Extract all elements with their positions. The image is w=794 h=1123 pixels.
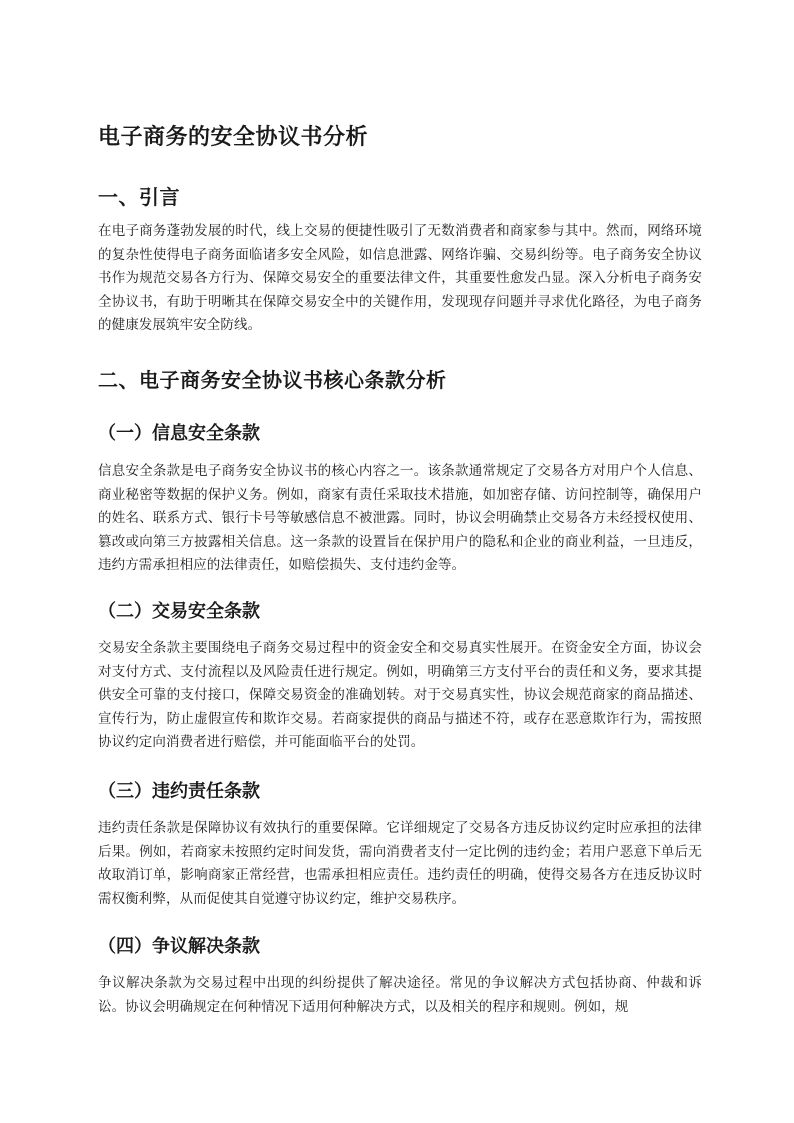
info-security-heading: （一）信息安全条款 (98, 423, 260, 444)
breach-liability-heading: （三）违约责任条款 (98, 781, 260, 802)
core-clauses-heading: 二、电子商务安全协议书核心条款分析 (98, 368, 447, 392)
info-security-paragraph: 信息安全条款是电子商务安全协议书的核心内容之一。该条款通常规定了交易各方对用户个人信息、商业秘密等数据的保护义务。例如，商家有责任采取技术措施，如加密存储、访问控制等，确保用户的姓名、联系方式、银行卡号等敏感信息不被泄露。同时，协议会明确禁止交易各方未经授权使用、篡改或向第三方披露相关信息。这一条款的设置旨在保护用户的隐私和企业的商业利益，一旦违反，违约方需承担相应的法律责任，如赔偿损失、支付违约金等。 (98, 463, 702, 573)
intro-heading: 一、引言 (98, 185, 180, 209)
transaction-security-paragraph: 交易安全条款主要围绕电子商务交易过程中的资金安全和交易真实性展开。在资金安全方面，协议会对支付方式、支付流程以及风险责任进行规定。例如，明确第三方支付平台的责任和义务，要求其提供安全可靠的支付接口，保障交易资金的准确划转。对于交易真实性，协议会规范商家的商品描述、宣传行为，防止虚假宣传和欺诈交易。若商家提供的商品与描述不符，或存在恶意欺诈行为，需按照协议约定向消费者进行赔偿，并可能面临平台的处罚。 (98, 640, 702, 750)
page-title: 电子商务的安全协议书分析 (98, 125, 369, 150)
intro-paragraph: 在电子商务蓬勃发展的时代，线上交易的便捷性吸引了无数消费者和商家参与其中。然而，网络环境的复杂性使得电子商务面临诸多安全风险，如信息泄露、网络诈骗、交易纠纷等。电子商务安全协议书作为规范交易各方行为、保障交易安全的重要法律文件，其重要性愈发凸显。深入分析电子商务安全协议书，有助于明晰其在保障交易安全中的关键作用，发现现存问题并寻求优化路径，为电子商务的健康发展筑牢安全防线。 (98, 223, 702, 333)
breach-liability-paragraph: 违约责任条款是保障协议有效执行的重要保障。它详细规定了交易各方违反协议约定时应承担的法律后果。例如，若商家未按照约定时间发货，需向消费者支付一定比例的违约金；若用户恶意下单后无故取消订单，影响商家正常经营，也需承担相应责任。违约责任的明确，使得交易各方在违反协议时需权衡利弊，从而促使其自觉遵守协议约定，维护交易秩序。 (98, 820, 702, 907)
transaction-security-heading: （二）交易安全条款 (98, 601, 260, 622)
dispute-resolution-paragraph: 争议解决条款为交易过程中出现的纠纷提供了解决途径。常见的争议解决方式包括协商、仲裁和诉讼。协议会明确规定在何种情况下适用何种解决方式，以及相关的程序和规则。例如，规 (98, 975, 702, 1015)
dispute-resolution-heading: （四）争议解决条款 (98, 936, 260, 957)
